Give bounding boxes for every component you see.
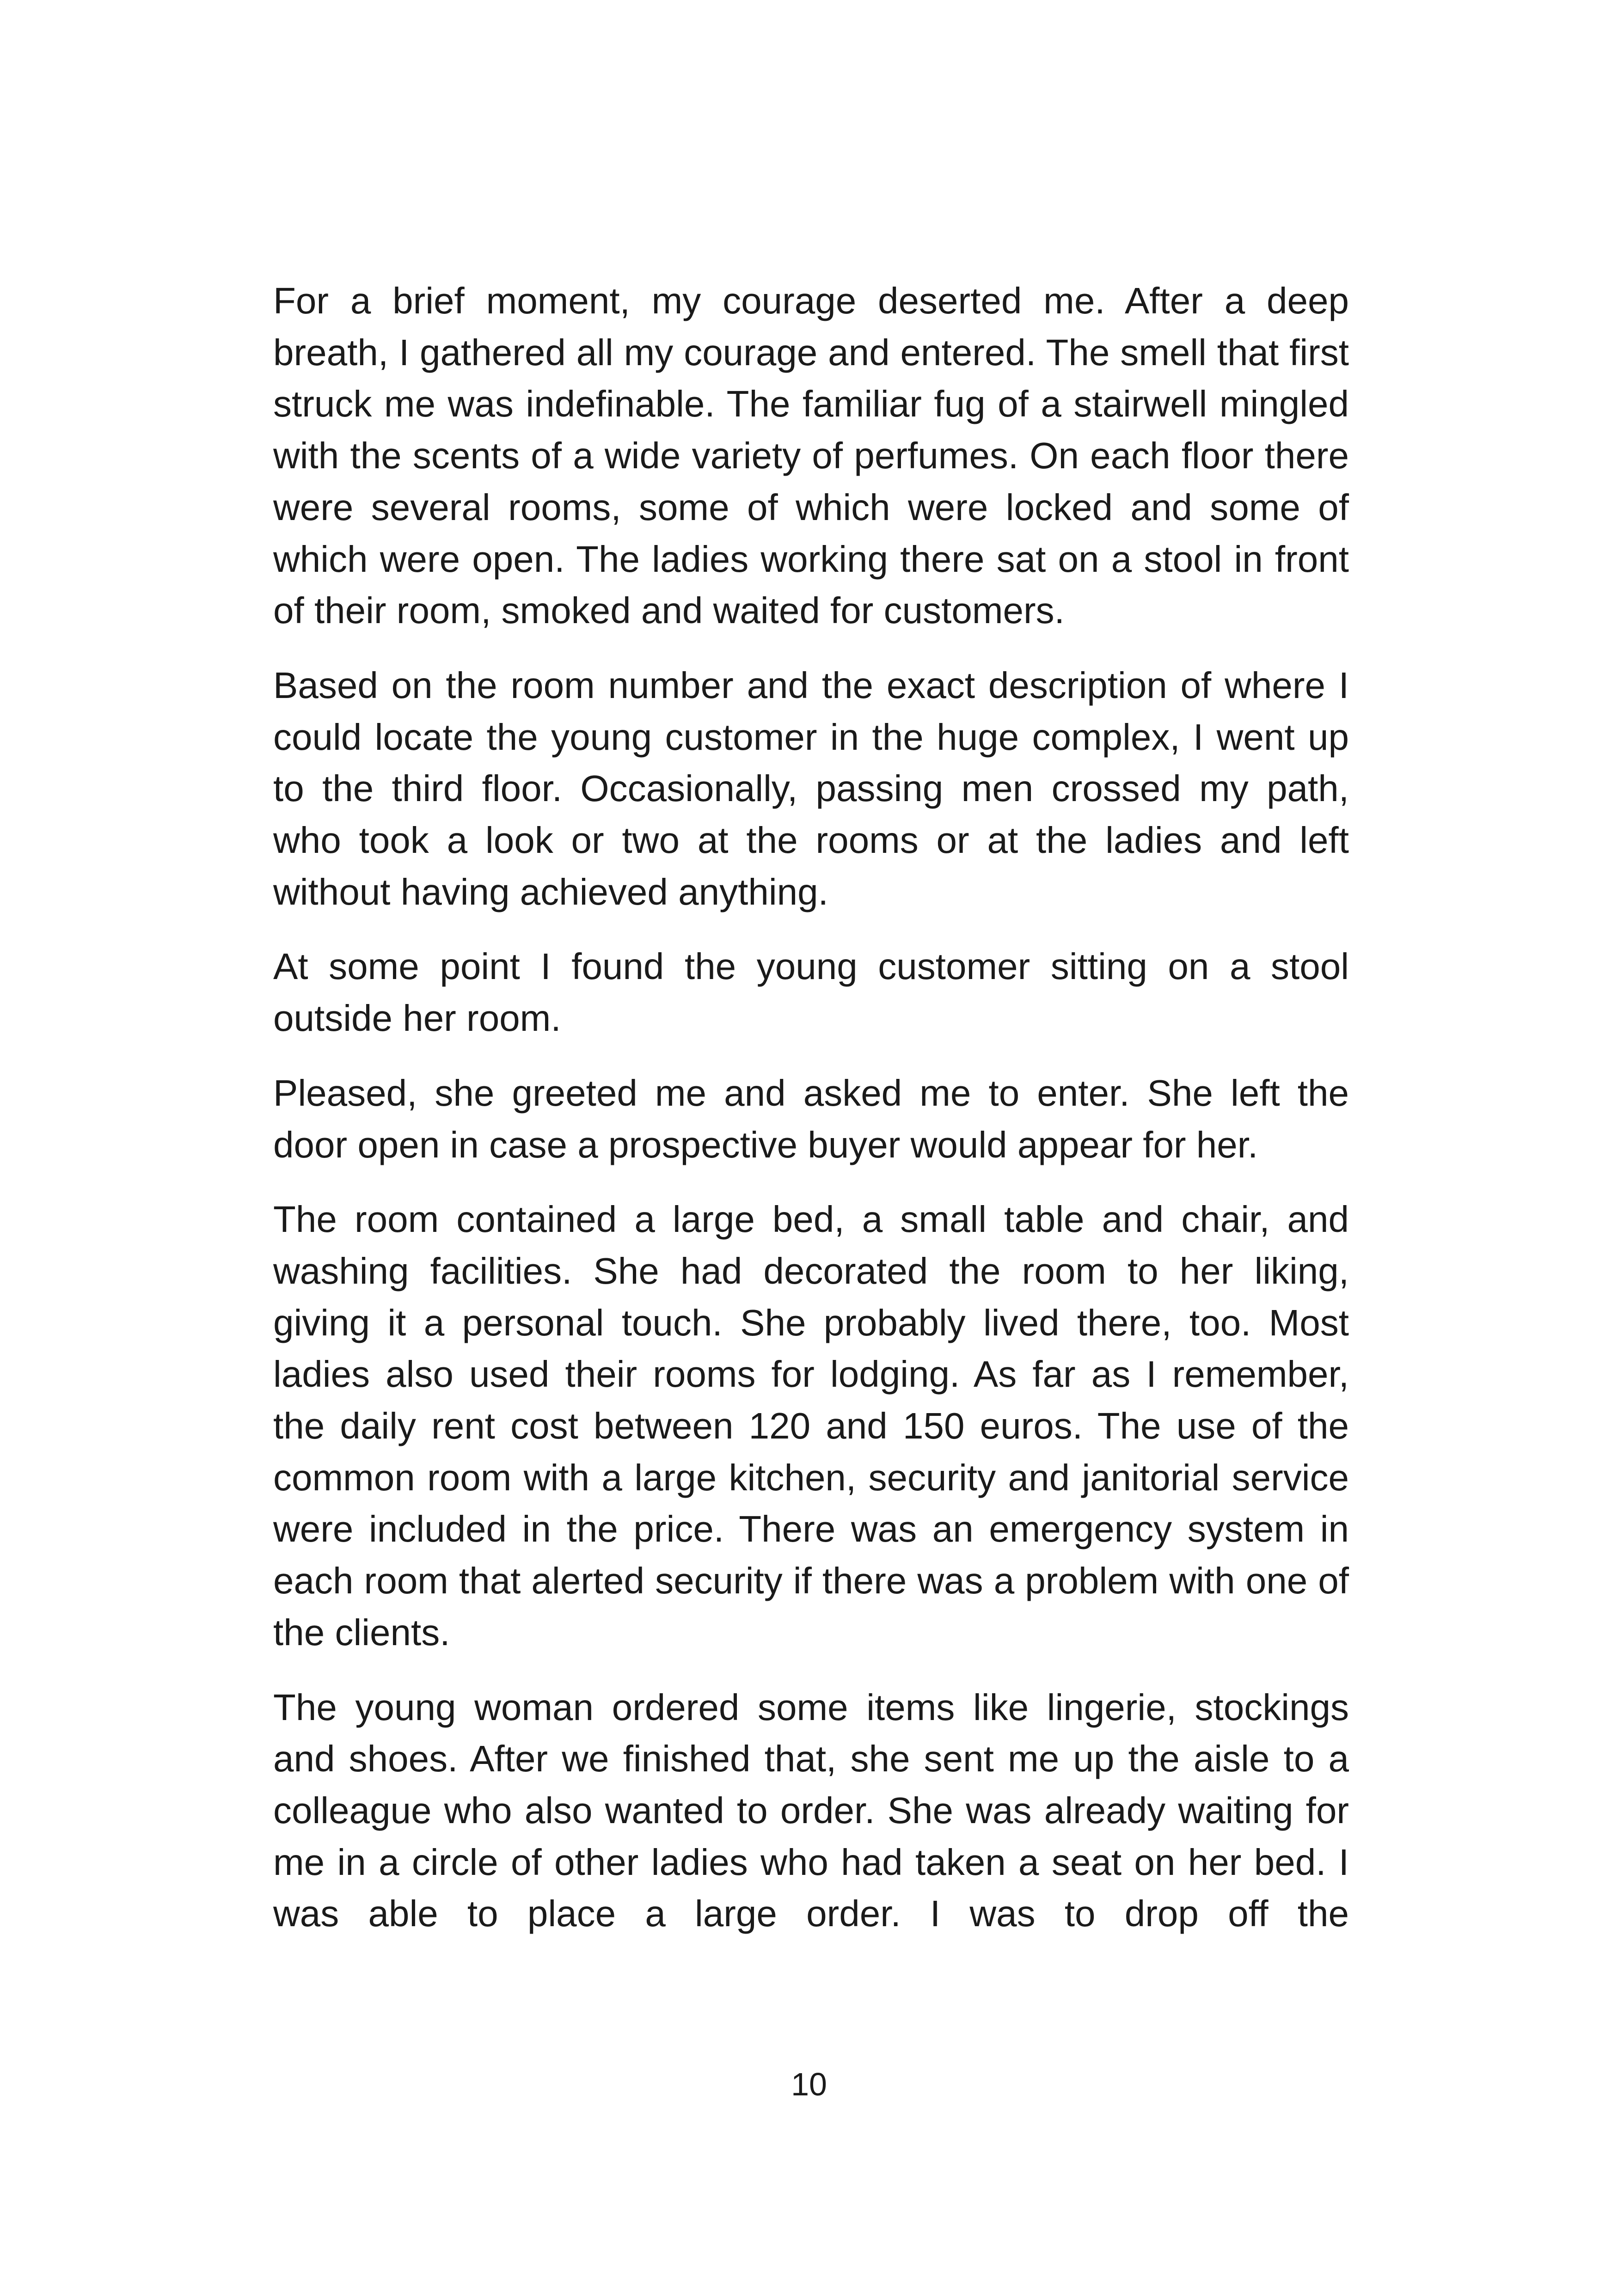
paragraph-4: Pleased, she greeted me and asked me to enter. She left the door open in case a prospective buyer would appear for her.: [273, 1072, 1349, 1165]
paragraph-1: For a brief moment, my courage deserted me. After a deep breath, I gathered all my courage and entered. The smell that first struck me was indefinable. The familiar fug of a stairwell mingled with the scents of a wide variety of perfumes. On each floor there were several rooms, some of which were locked and some of which were open. The ladies working there sat on a stool in front of their room, smoked and waited for customers.: [273, 280, 1349, 631]
body-text: [273, 275, 1349, 1940]
paragraph-2: Based on the room number and the exact description of where I could locate the young customer in the huge complex, I went up to the third floor. Occasionally, passing men crossed my path, who took a look or two at the rooms or at the ladies and left without having achieved anything.: [273, 664, 1349, 912]
paragraph-3: At some point I found the young customer sitting on a stool outside her room.: [273, 946, 1349, 1039]
paragraph-5: The room contained a large bed, a small table and chair, and washing facilities. She had decorated the room to her liking, giving it a personal touch. She probably lived there, too. Most ladies also used their rooms for lodging. As far as I remember, the daily rent cost between 120 and 150 euros. The use of the common room with a large kitchen, security and janitorial service were included in the price. There was an emergency system in each room that alerted security if there was a problem with one of the clients.: [273, 1199, 1349, 1653]
page-number: 10: [791, 2066, 827, 2102]
paragraph-6: The young woman ordered some items like lingerie, stockings and shoes. After we finished that, she sent me up the aisle to a colleague who also wanted to order. She was already waiting for me in a circle of other ladies who had taken a seat on her bed. I was able to place a large order. I was to drop off the: [273, 1686, 1349, 1935]
